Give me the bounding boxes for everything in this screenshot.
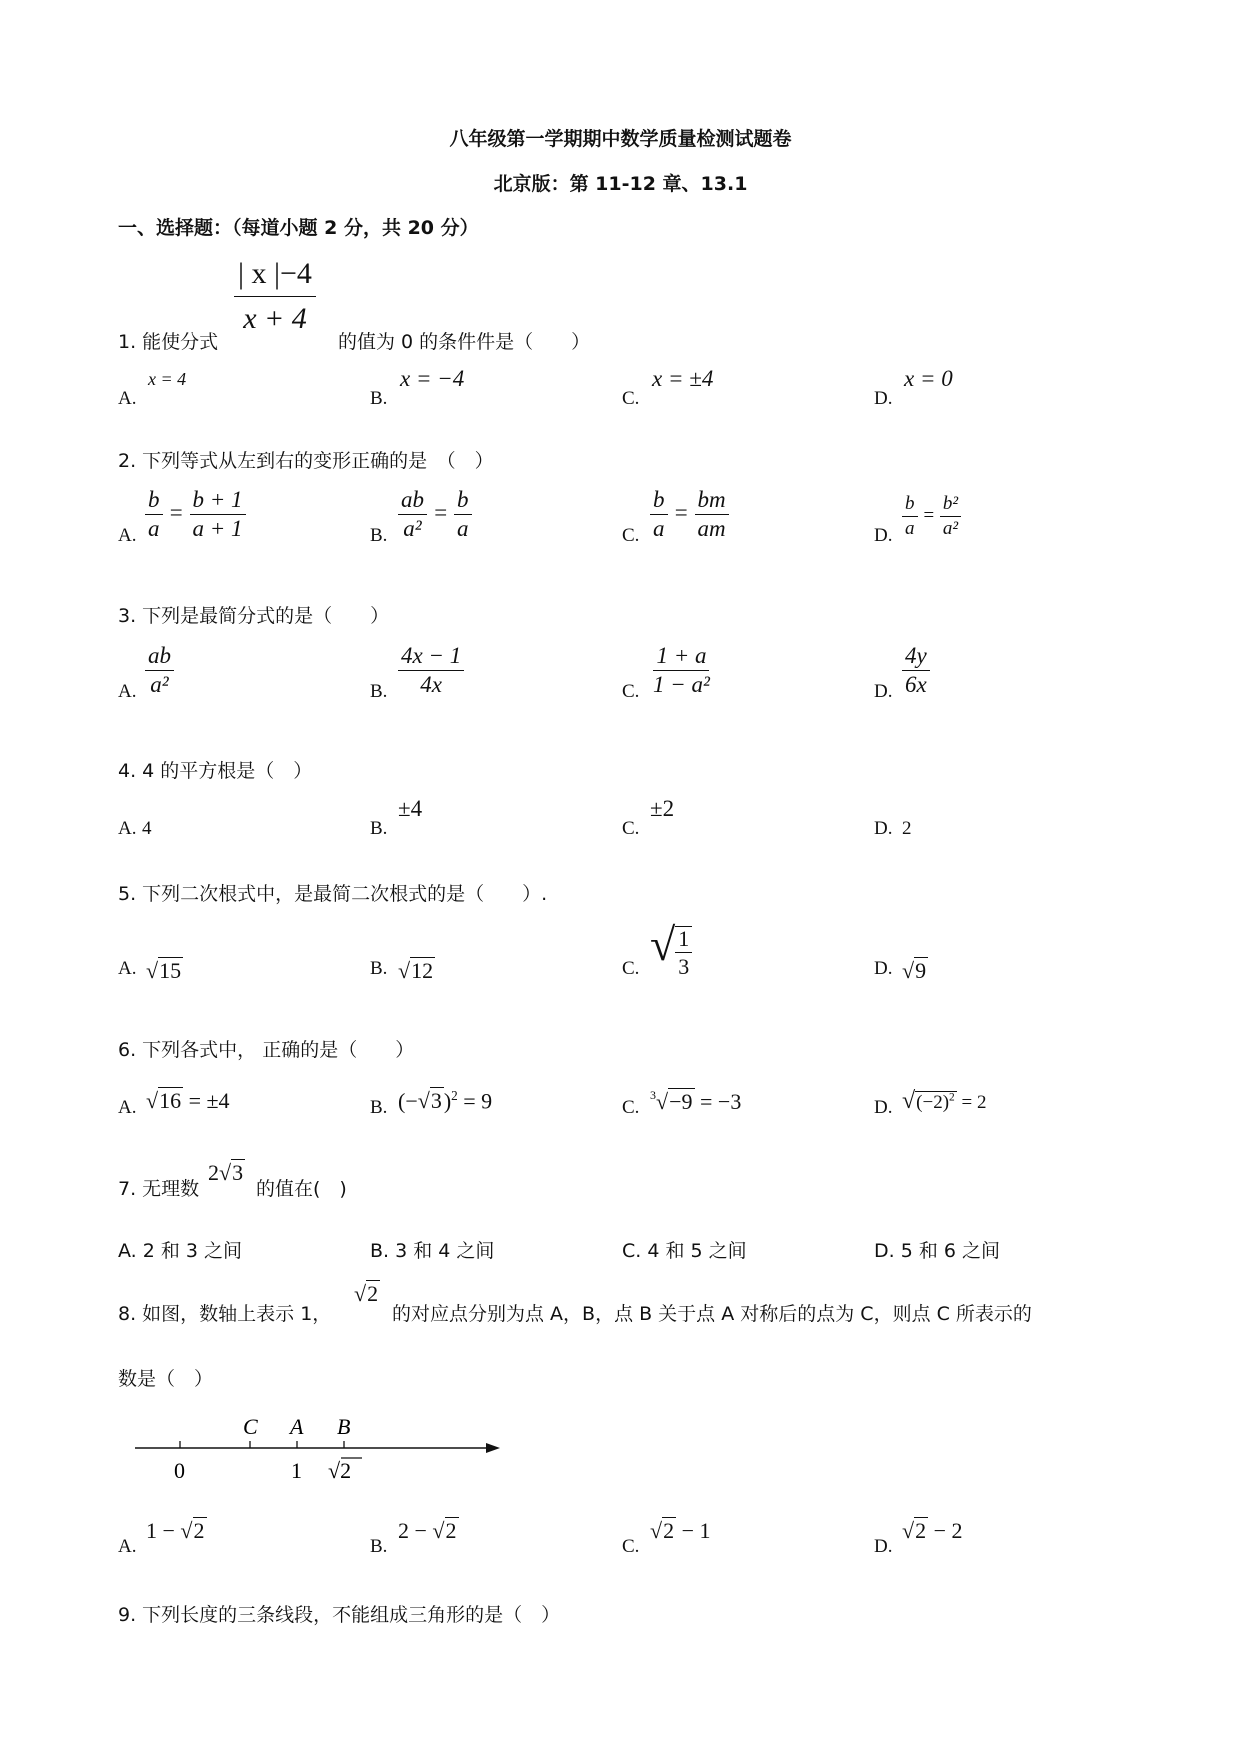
q5-option-d: √9 bbox=[902, 958, 927, 983]
q8-d-radicand: 2 bbox=[915, 1518, 927, 1543]
q4-option-d-label: D. bbox=[874, 818, 893, 839]
q2-c-lhs-num: b bbox=[650, 488, 668, 515]
q1-fraction bbox=[234, 258, 316, 334]
q2-c-eq: = bbox=[673, 499, 689, 525]
q7-option-c bbox=[622, 1236, 747, 1263]
q8-option-c-label: C. bbox=[622, 1536, 640, 1557]
q1-stem-pre: 1. 能使分式 bbox=[118, 331, 219, 353]
q8-sqrt2: √2 bbox=[354, 1281, 379, 1306]
q5-option-a-label: A. bbox=[118, 958, 137, 979]
q2-d-rhs-den: a² bbox=[942, 517, 959, 539]
q5-c-den: 3 bbox=[678, 954, 690, 980]
q1-fraction-denominator: x + 4 bbox=[243, 301, 307, 335]
q3-option-b bbox=[398, 644, 464, 697]
q3-b-den: 4x bbox=[420, 672, 442, 698]
q2-d-lhs-den: a bbox=[905, 517, 915, 539]
q7-d-label: D. bbox=[874, 1240, 895, 1262]
q3-option-c bbox=[650, 644, 713, 697]
q7-coef: 2 bbox=[208, 1160, 219, 1185]
q6-option-d-label: D. bbox=[874, 1097, 893, 1118]
q5-option-b: √12 bbox=[398, 958, 434, 983]
q3-d-den: 6x bbox=[905, 672, 927, 698]
q3-a-den: a² bbox=[150, 672, 169, 698]
q2-c-lhs-den: a bbox=[653, 516, 665, 542]
q6-d-sup: 2 bbox=[949, 1091, 955, 1104]
page-subtitle: 北京版：第 11-12 章、13.1 bbox=[493, 173, 748, 195]
q2-d-lhs-num: b bbox=[902, 494, 918, 517]
q2-a-rhs-num: b + 1 bbox=[190, 488, 246, 515]
q6-option-b: $(-√3)^2 = 9$ bbox=[398, 1088, 493, 1114]
q3-option-a bbox=[145, 644, 174, 697]
q8-b-pre: 2 − bbox=[398, 1518, 427, 1543]
q6-c-index: 3 bbox=[650, 1088, 656, 1102]
tick-label-1: 1 bbox=[291, 1458, 302, 1483]
q8-option-b: 2 − √2 bbox=[398, 1518, 457, 1543]
q4-option-c-label: C. bbox=[622, 818, 640, 839]
q2-option-b-label: B. bbox=[370, 525, 388, 546]
q6-b-post: ) bbox=[443, 1088, 452, 1114]
q4-option-b-label: B. bbox=[370, 818, 388, 839]
q2-stem: 2. 下列等式从左到右的变形正确的是 （ ） bbox=[118, 450, 494, 472]
q6-option-b-label: B. bbox=[370, 1097, 388, 1118]
q2-option-b bbox=[398, 488, 472, 541]
q9-stem: 9. 下列长度的三条线段，不能组成三角形的是（ ） bbox=[118, 1604, 561, 1626]
q2-c-rhs-den: am bbox=[697, 516, 726, 542]
q6-a-radicand: 16 bbox=[159, 1088, 182, 1113]
q2-c-rhs-num: bm bbox=[695, 488, 729, 515]
q8-stem-pre: 8. 如图，数轴上表示 1， bbox=[118, 1303, 332, 1325]
q8-stem-line2: 数是（ ） bbox=[118, 1368, 214, 1390]
q6-c-rest: = −3 bbox=[700, 1089, 742, 1114]
q5-stem: 5. 下列二次根式中，是最简二次根式的是（ ）. bbox=[118, 883, 548, 905]
q7-stem-pre: 7. 无理数 bbox=[118, 1178, 200, 1200]
q1-option-b-label: B. bbox=[370, 388, 388, 409]
q7-c-text: 4 和 5 之间 bbox=[647, 1240, 747, 1262]
q6-d-radicand: (−2) bbox=[916, 1092, 950, 1113]
q3-option-d-label: D. bbox=[874, 681, 893, 702]
q1-option-d: x = 0 bbox=[904, 366, 953, 391]
q2-a-lhs-num: b bbox=[145, 488, 163, 515]
q7-stem-post: 的值在( ) bbox=[256, 1178, 347, 1200]
q8-option-b-label: B. bbox=[370, 1536, 388, 1557]
section-heading: 一、选择题：（每道小题 2 分，共 20 分） bbox=[118, 217, 479, 239]
q5-c-num: 1 bbox=[675, 927, 692, 953]
point-label-c: C bbox=[243, 1414, 258, 1439]
q6-option-c: $^3$√−9 = −3 bbox=[650, 1088, 742, 1114]
q7-d-text: 5 和 6 之间 bbox=[900, 1240, 1001, 1262]
q2-option-a bbox=[145, 488, 246, 541]
q1-stem-post: 的值为 0 的条件件是（ ） bbox=[338, 331, 591, 353]
q2-option-d-label: D. bbox=[874, 525, 893, 546]
q7-option-b bbox=[370, 1236, 494, 1263]
q2-d-rhs-num: b² bbox=[940, 494, 961, 517]
q6-a-rest: = ±4 bbox=[188, 1088, 230, 1113]
q1-option-a-label: A. bbox=[118, 388, 137, 409]
q6-d-rest: = 2 bbox=[961, 1092, 987, 1113]
q8-a-pre: 1 − bbox=[146, 1518, 175, 1543]
q1-option-b: x = −4 bbox=[400, 366, 465, 391]
q5-option-b-label: B. bbox=[370, 958, 388, 979]
q6-option-a: √16 = ±4 bbox=[146, 1088, 230, 1113]
q5-option-c-label: C. bbox=[622, 958, 640, 979]
q5-option-a: √15 bbox=[146, 958, 182, 983]
q2-b-rhs-num: b bbox=[454, 488, 472, 515]
q4-option-b: ±4 bbox=[398, 796, 423, 821]
q4-option-c: ±2 bbox=[650, 796, 675, 821]
q3-option-a-label: A. bbox=[118, 681, 137, 702]
q7-expression: 2√3 bbox=[208, 1160, 244, 1185]
page-title: 八年级第一学期期中数学质量检测试题卷 bbox=[449, 128, 792, 150]
q7-c-label: C. bbox=[622, 1240, 642, 1262]
q3-option-b-label: B. bbox=[370, 681, 388, 702]
q1-option-c: x = ±4 bbox=[652, 366, 714, 391]
q6-option-a-label: A. bbox=[118, 1097, 137, 1118]
q8-radicand: 2 bbox=[367, 1281, 379, 1306]
q5-b-radicand: 12 bbox=[411, 958, 434, 983]
q8-option-d: √2 − 2 bbox=[902, 1518, 963, 1543]
q3-b-num: 4x − 1 bbox=[398, 644, 464, 671]
q4-option-a-label: A. bbox=[118, 818, 137, 839]
q2-b-rhs-den: a bbox=[457, 516, 469, 542]
q4-option-a: 4 bbox=[142, 818, 152, 839]
q3-option-d bbox=[902, 644, 930, 697]
q6-option-d: $√(-2)^2 = 2$ bbox=[902, 1088, 987, 1114]
q5-a-radicand: 15 bbox=[159, 958, 182, 983]
q3-c-num: 1 + a bbox=[653, 644, 709, 671]
q7-b-label: B. bbox=[370, 1240, 390, 1262]
q5-d-radicand: 9 bbox=[915, 958, 927, 983]
q8-option-a-label: A. bbox=[118, 1536, 137, 1557]
q6-option-c-label: C. bbox=[622, 1097, 640, 1118]
q6-stem: 6. 下列各式中， 正确的是（ ） bbox=[118, 1039, 415, 1061]
point-label-a: A bbox=[290, 1414, 304, 1439]
q2-a-lhs-den: a bbox=[148, 516, 160, 542]
q6-b-radicand: 3 bbox=[430, 1088, 442, 1114]
q4-option-d: 2 bbox=[902, 818, 912, 839]
q5-option-d-label: D. bbox=[874, 958, 893, 979]
q8-option-c: √2 − 1 bbox=[650, 1518, 711, 1543]
tick-label-0: 0 bbox=[174, 1458, 185, 1483]
q7-a-text: 2 和 3 之间 bbox=[142, 1240, 243, 1262]
q3-option-c-label: C. bbox=[622, 681, 640, 702]
q7-option-a bbox=[118, 1236, 242, 1263]
q6-b-pre: (− bbox=[398, 1088, 418, 1114]
point-label-b: B bbox=[337, 1414, 351, 1439]
q6-b-rest: = 9 bbox=[463, 1088, 493, 1114]
q8-option-d-label: D. bbox=[874, 1536, 893, 1557]
q1-fraction-numerator: | x |−4 bbox=[234, 258, 316, 297]
q8-b-radicand: 2 bbox=[445, 1518, 457, 1543]
q7-radicand: 3 bbox=[232, 1160, 244, 1185]
q8-stem-post: 的对应点分别为点 A，B，点 B 关于点 A 对称后的点为 C，则点 C 所表示的 bbox=[392, 1303, 1032, 1325]
number-line-arrow bbox=[486, 1443, 500, 1453]
q8-c-post: − 1 bbox=[681, 1518, 711, 1543]
q2-b-lhs-num: ab bbox=[398, 488, 427, 515]
q7-a-label: A. bbox=[118, 1240, 137, 1262]
q1-option-c-label: C. bbox=[622, 388, 640, 409]
q3-a-num: ab bbox=[145, 644, 174, 671]
q2-option-a-label: A. bbox=[118, 525, 137, 546]
q2-option-d bbox=[902, 494, 961, 539]
q8-a-radicand: 2 bbox=[193, 1518, 205, 1543]
q7-b-text: 3 和 4 之间 bbox=[395, 1240, 495, 1262]
q2-option-c-label: C. bbox=[622, 525, 640, 546]
q2-b-lhs-den: a² bbox=[403, 516, 422, 542]
q4-stem: 4. 4 的平方根是（ ） bbox=[118, 760, 313, 782]
q6-b-sup: 2 bbox=[451, 1088, 458, 1103]
tick-label-sqrt2: √2 bbox=[328, 1458, 352, 1483]
q3-c-den: 1 − a² bbox=[653, 672, 710, 698]
q1-option-d-label: D. bbox=[874, 388, 893, 409]
q8-c-radicand: 2 bbox=[663, 1518, 675, 1543]
q8-d-post: − 2 bbox=[933, 1518, 963, 1543]
q3-stem: 3. 下列是最简分式的是（ ） bbox=[118, 605, 390, 627]
q2-a-eq: = bbox=[168, 499, 184, 525]
number-line-diagram bbox=[130, 1408, 510, 1492]
q2-d-eq: = bbox=[922, 504, 936, 526]
q2-option-c bbox=[650, 488, 729, 541]
q2-b-eq: = bbox=[432, 499, 449, 525]
q6-c-radicand: −9 bbox=[669, 1089, 693, 1114]
q2-a-rhs-den: a + 1 bbox=[192, 516, 243, 542]
q8-option-a: 1 − √2 bbox=[146, 1518, 205, 1543]
q7-option-d bbox=[874, 1236, 1000, 1263]
q3-d-num: 4y bbox=[902, 644, 930, 671]
q1-option-a: x = 4 bbox=[148, 369, 187, 389]
q5-option-c: √ $\frac{1}{3}$ bbox=[650, 922, 692, 978]
